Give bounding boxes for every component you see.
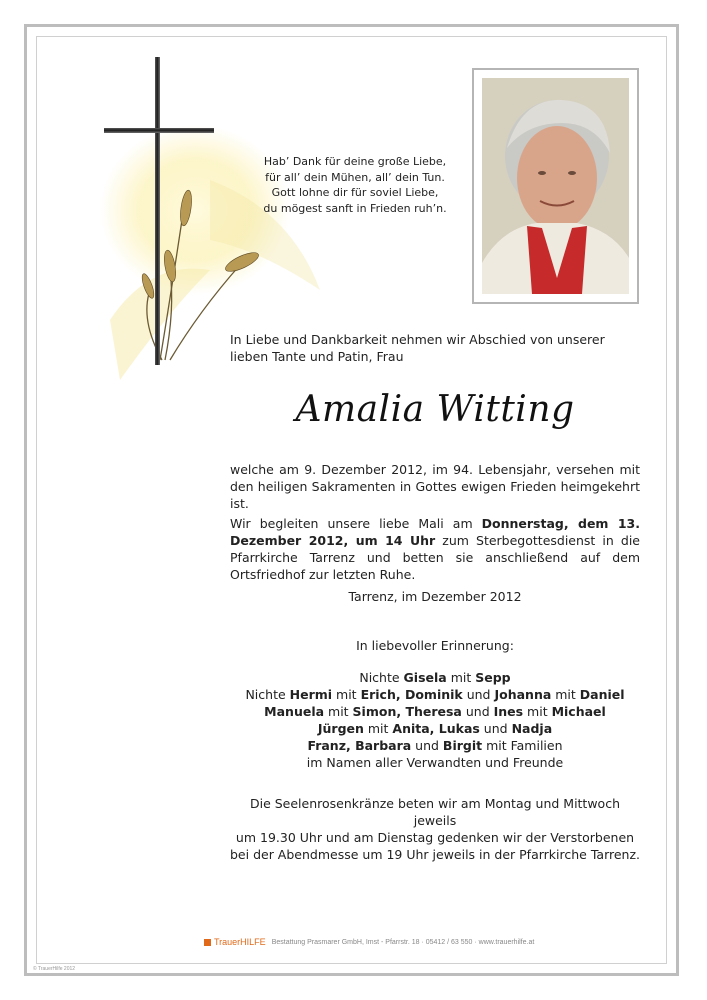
- mourner-line: [230, 703, 640, 720]
- verse-text: [240, 154, 470, 216]
- memory-heading: In liebevoller Erinnerung:: [356, 638, 514, 653]
- mourner-name: Sepp: [475, 670, 511, 685]
- mourner-name: Simon, Theresa: [352, 704, 462, 719]
- brand-logo-icon: [204, 939, 211, 946]
- mourner-line: [230, 754, 640, 771]
- mourner-connector: mit: [446, 670, 476, 685]
- mourner-line: [230, 669, 640, 686]
- mourner-name: Birgit: [442, 738, 483, 753]
- rosary-line: um 19.30 Uhr und am Dienstag gedenken wir der Verstorbenen: [235, 830, 635, 845]
- mourner-name: Nadja: [511, 721, 553, 736]
- mourner-name: Erich, Dominik: [360, 687, 463, 702]
- mourner-line: [230, 686, 640, 703]
- mourner-connector: mit: [523, 704, 552, 719]
- rosary-notice: [230, 795, 640, 863]
- mourners-list: [230, 669, 640, 771]
- mourner-line: [230, 737, 640, 754]
- brand-name: TrauerHILFE: [214, 937, 266, 947]
- mourner-line: [230, 720, 640, 737]
- mourner-connector: Nichte: [359, 670, 404, 685]
- mourner-connector: mit: [324, 704, 353, 719]
- mourner-name: Johanna: [494, 687, 552, 702]
- mourner-connector: und: [411, 738, 443, 753]
- mourner-connector: im Namen aller Verwandten und Freunde: [306, 755, 564, 770]
- portrait-frame: [472, 68, 639, 304]
- funeral-post: zum Sterbegottesdienst in die Pfarrkirche Tarrenz und betten sie anschließend auf dem Ortsfriedhof zur letzten Ruhe.: [230, 533, 640, 582]
- portrait-photo: [482, 78, 629, 294]
- mourner-connector: und: [462, 687, 495, 702]
- mourner-name: Manuela: [264, 704, 325, 719]
- mourner-connector: mit: [551, 687, 580, 702]
- funeral-notice: [230, 515, 640, 583]
- place-date: Tarrenz, im Dezember 2012: [348, 589, 522, 604]
- portrait-illustration: [482, 78, 629, 294]
- funeral-pre: Wir begleiten unsere liebe Mali am: [230, 516, 482, 531]
- mourner-name: Franz, Barbara: [307, 738, 412, 753]
- verse-line: du mögest sanft in Frieden ruh’n.: [263, 201, 447, 215]
- verse-line: Gott lohne dir für soviel Liebe,: [271, 186, 439, 199]
- death-notice: welche am 9. Dezember 2012, im 94. Lebensjahr, versehen mit den heiligen Sakramenten in Gottes ewigen Frieden heimgekehrt ist.: [230, 462, 640, 511]
- mourner-connector: und: [479, 721, 512, 736]
- funeral-date: Donnerstag, dem 13. Dezember 2012, um 14 Uhr: [230, 516, 641, 548]
- verse-line: für all’ dein Mühen, all’ dein Tun.: [265, 170, 445, 184]
- mourner-name: Ines: [493, 704, 524, 719]
- mourner-connector: mit Familien: [482, 738, 563, 753]
- cross-vertical-bar: [155, 57, 160, 365]
- mourner-name: Daniel: [579, 687, 625, 702]
- mourner-name: Jürgen: [317, 721, 364, 736]
- deceased-name: Amalia Witting: [295, 389, 575, 430]
- cross-horizontal-bar: [104, 128, 214, 133]
- mourner-connector: mit: [363, 721, 393, 736]
- mourner-name: Michael: [551, 704, 606, 719]
- intro-text: In Liebe und Dankbarkeit nehmen wir Abschied von unserer lieben Tante und Patin, Frau: [230, 332, 605, 364]
- mourner-name: Hermi: [289, 687, 333, 702]
- mourner-connector: Nichte: [245, 687, 290, 702]
- mourner-connector: und: [461, 704, 494, 719]
- rosary-line: bei der Abendmesse um 19 Uhr jeweils in der Pfarrkirche Tarrenz.: [230, 847, 640, 862]
- footer: [204, 937, 534, 947]
- mourner-connector: mit: [332, 687, 361, 702]
- footer-text: Bestattung Prasmarer GmbH, Imst - Pfarrstr. 18 · 05412 / 63 550 · www.trauerhilfe.at: [271, 938, 535, 946]
- copyright: © TrauerHilfe 2012: [33, 966, 76, 972]
- mourner-name: Gisela: [403, 670, 447, 685]
- mourner-name: Anita, Lukas: [392, 721, 480, 736]
- rosary-line: Die Seelenrosenkränze beten wir am Montag und Mittwoch jeweils: [249, 796, 621, 828]
- verse-line: Hab’ Dank für deine große Liebe,: [263, 155, 447, 168]
